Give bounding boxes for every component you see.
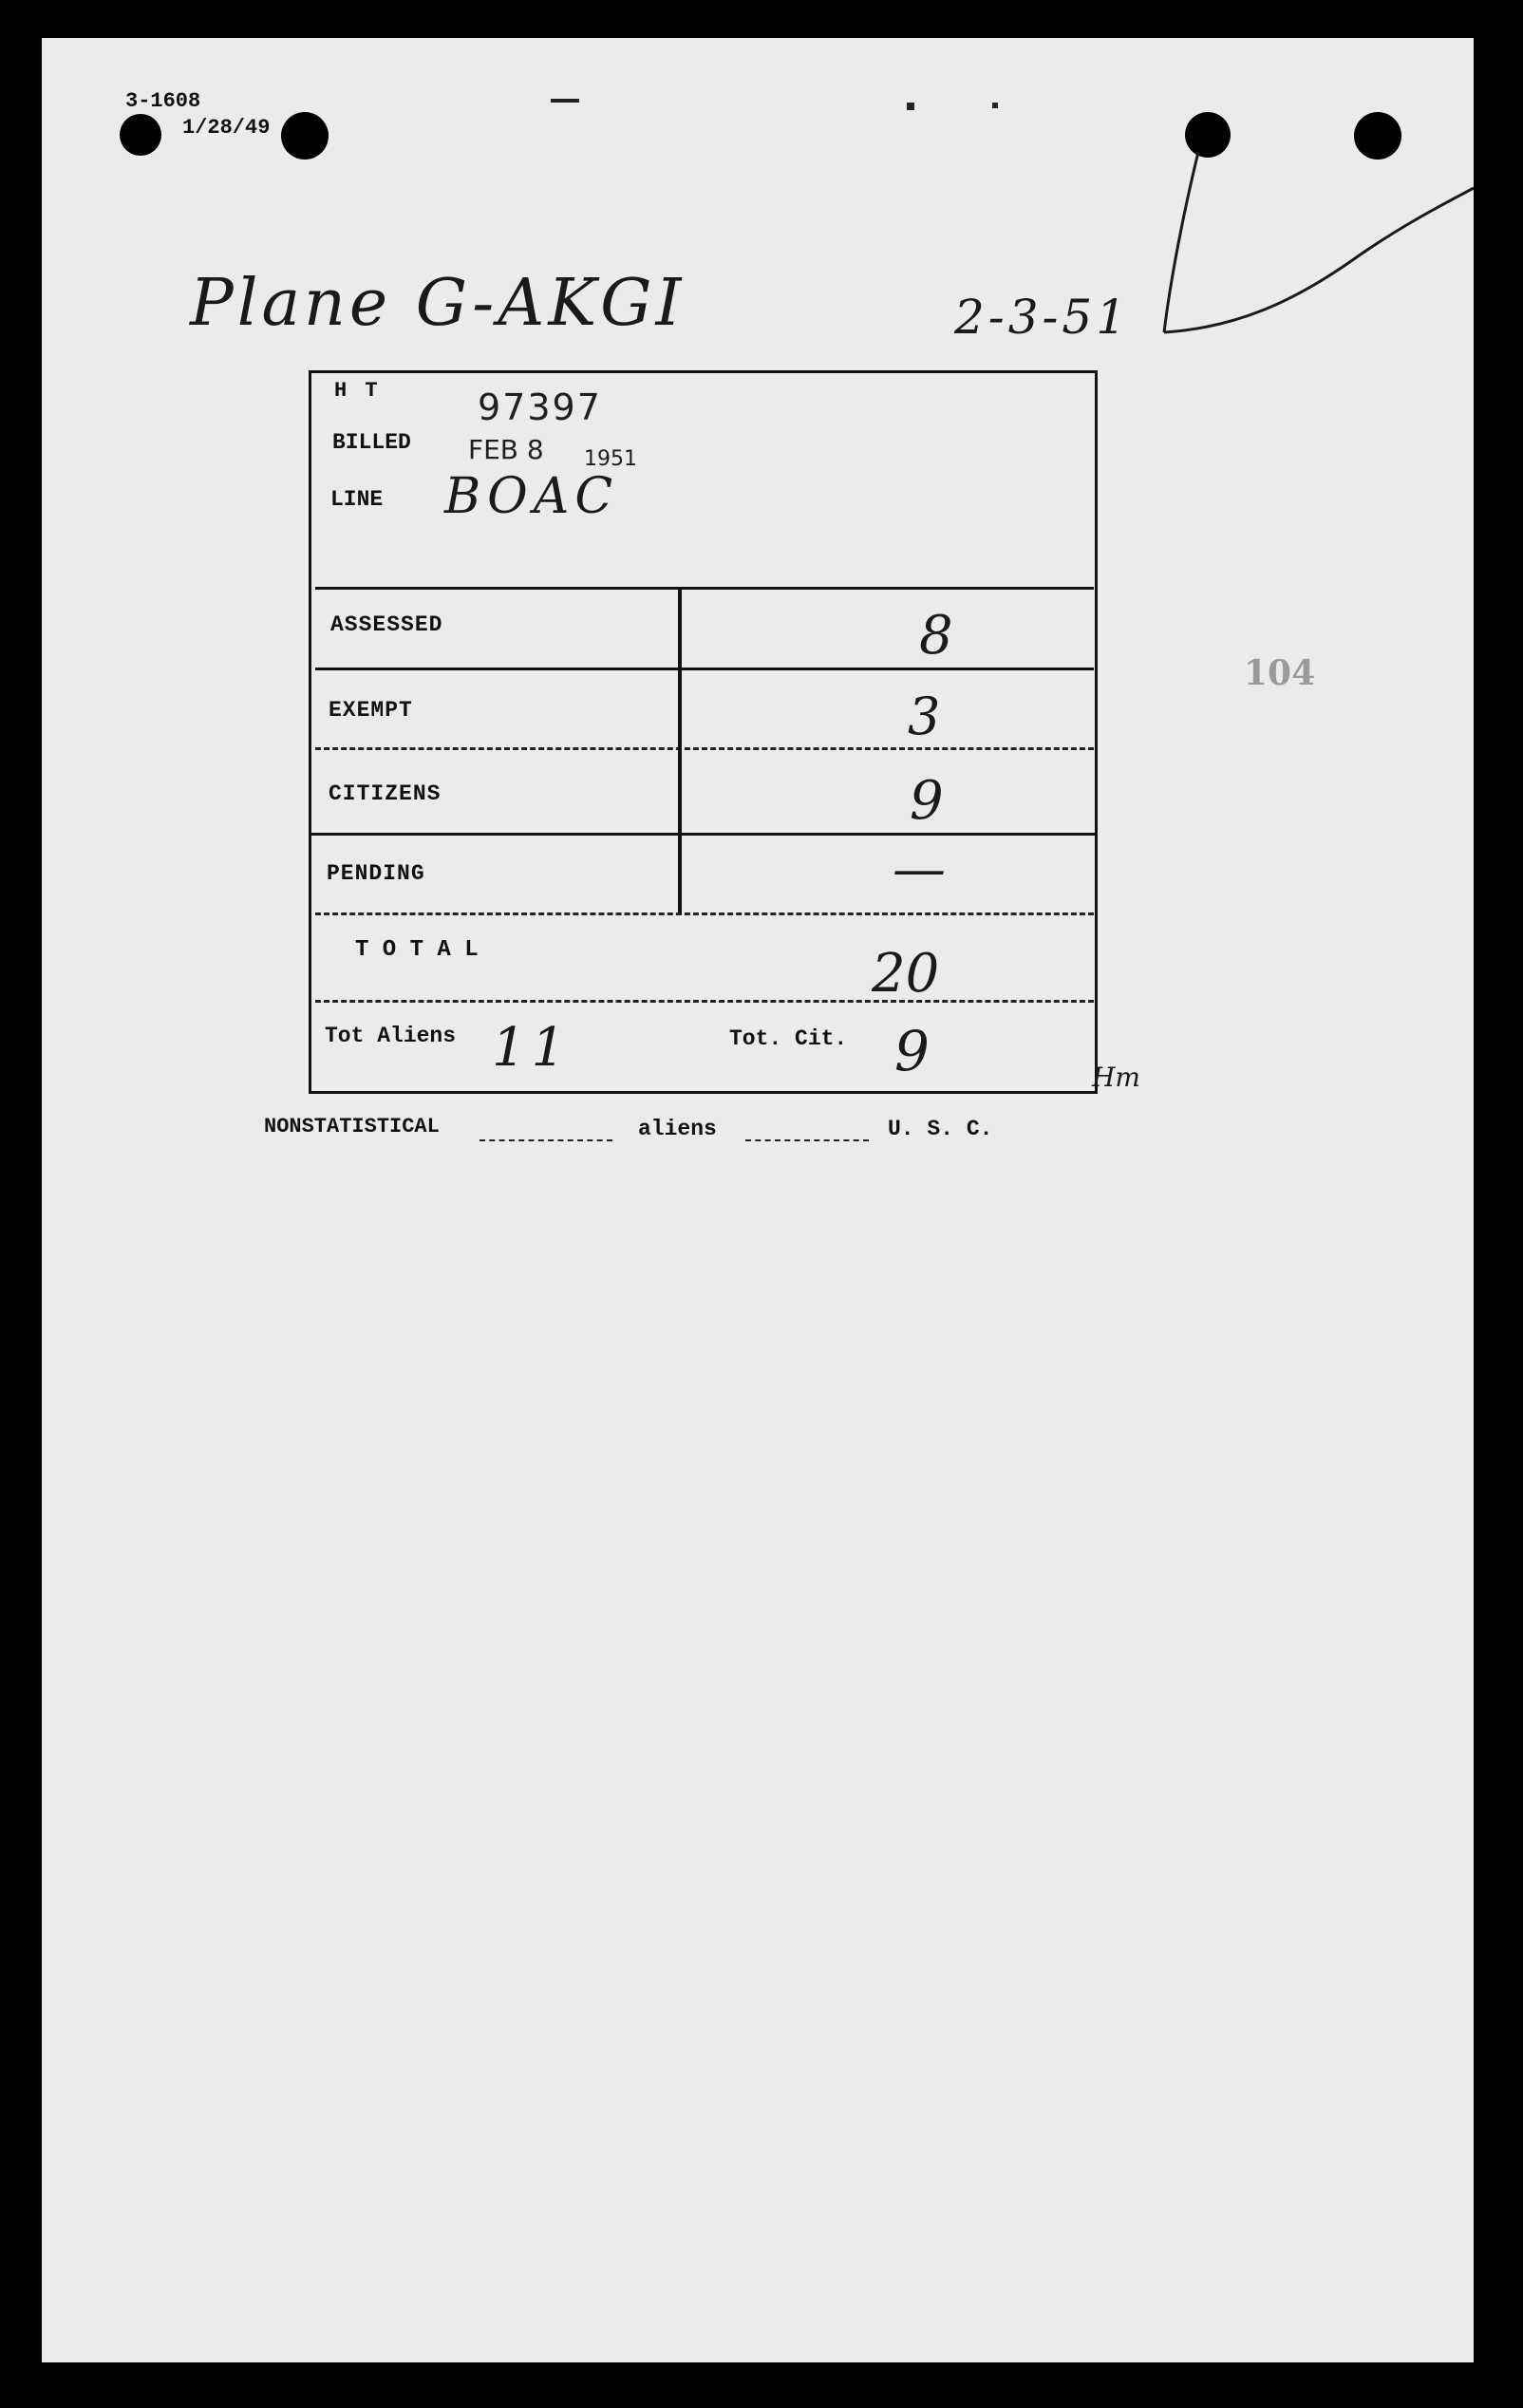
nonstatistical-label: NONSTATISTICAL (264, 1115, 440, 1138)
nonstatistical-aliens-label: aliens (638, 1117, 717, 1141)
form-date: 1/28/49 (182, 116, 271, 140)
row-value-assessed: 8 (919, 605, 953, 667)
scan-speck (907, 103, 914, 110)
nonstatistical-usc-label: U. S. C. (888, 1117, 993, 1141)
row-value-exempt: 3 (908, 687, 941, 746)
nonstatistical-blank-1 (479, 1139, 612, 1141)
line-label: LINE (330, 487, 384, 512)
rule-header-bottom (315, 587, 1094, 590)
rule-total (315, 1000, 1094, 1003)
row-label-pending: PENDING (327, 861, 425, 886)
rule-row-3 (311, 833, 1096, 836)
tot-cit-label: Tot. Cit. (729, 1026, 848, 1051)
billed-label: BILLED (332, 430, 411, 455)
total-label: T O T A L (355, 937, 479, 963)
side-number: 104 (1244, 653, 1316, 693)
row-label-assessed: ASSESSED (330, 612, 443, 637)
tot-aliens-value: 11 (492, 1017, 572, 1079)
row-value-pending: — (893, 838, 946, 900)
handwritten-initials: Hm (1092, 1062, 1140, 1093)
ht-number: 97397 (478, 386, 602, 428)
row-value-citizens: 9 (910, 770, 944, 832)
row-label-citizens: CITIZENS (329, 781, 442, 806)
form-number: 3-1608 (125, 89, 201, 113)
scan-speck (992, 103, 998, 108)
tot-cit-value: 9 (894, 1019, 930, 1083)
tot-aliens-label: Tot Aliens (325, 1024, 457, 1048)
rule-row-1 (315, 668, 1094, 670)
nonstatistical-blank-2 (745, 1139, 869, 1141)
column-divider (678, 589, 682, 914)
rule-row-4 (315, 912, 1094, 915)
billed-date: FEB 8 (468, 434, 544, 465)
rule-row-2 (315, 747, 1094, 750)
pen-stroke-marks (0, 0, 1523, 380)
billed-year: 1951 (584, 447, 637, 471)
tally-form-box (309, 370, 1098, 1094)
line-value: BOAC (444, 468, 619, 525)
ht-label: H T (334, 379, 381, 403)
handwritten-plane-id: Plane G-AKGI (190, 266, 686, 341)
total-value: 20 (872, 943, 940, 1005)
scan-speck (551, 99, 579, 103)
row-label-exempt: EXEMPT (329, 698, 413, 723)
handwritten-date: 2-3-51 (954, 290, 1131, 345)
